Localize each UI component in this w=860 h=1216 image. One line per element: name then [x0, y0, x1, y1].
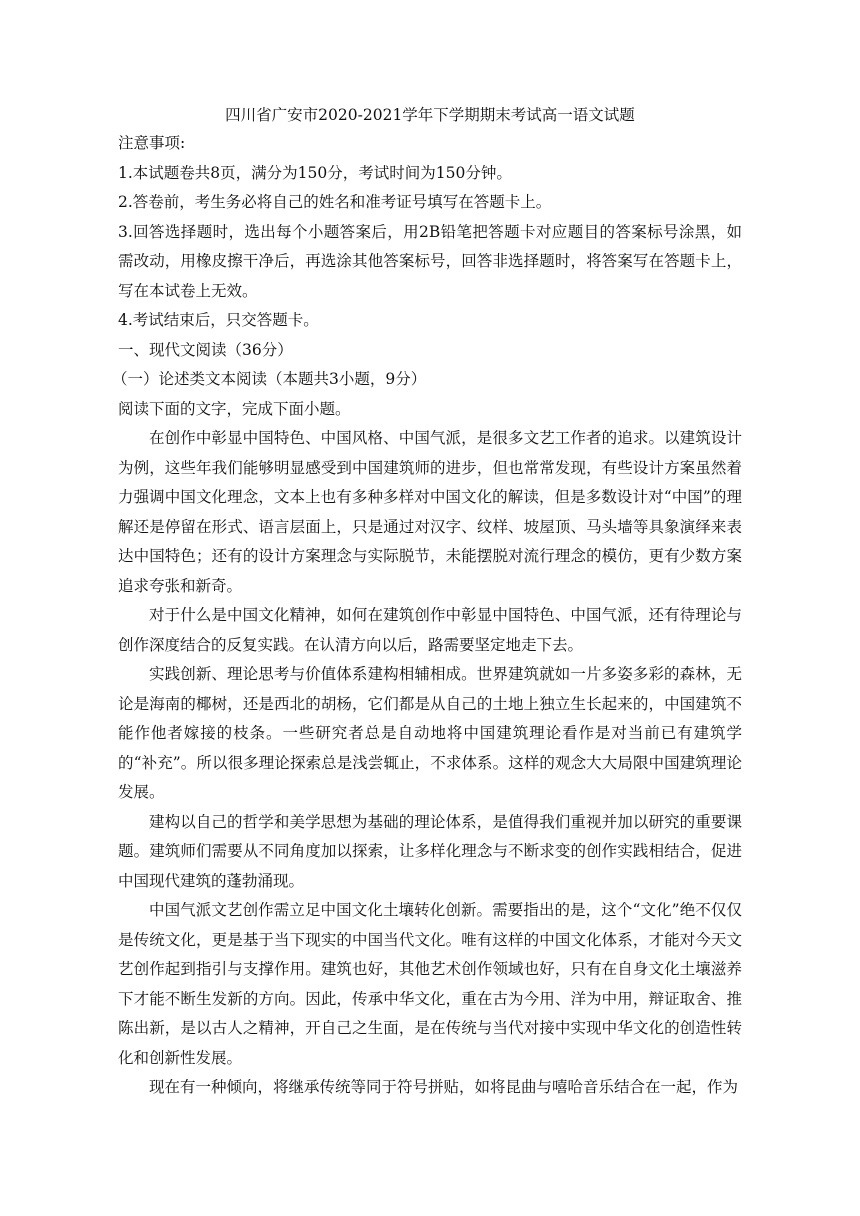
notice-item-2: 2.答卷前，考生务必将自己的姓名和准考证号填写在答题卡上。 — [118, 193, 552, 211]
paragraph-5: 中国气派文艺创作需立足中国文化土壤转化创新。需要指出的是，这个“文化”绝不仅仅是传统文化，更是基于当下现实的中国当代文化。唯有这样的中国文化体系，才能对今天文艺创作起到指引与支撑作用。建筑也好，其他艺术创作领域也好，只有在自身文化土壤滋养下才能不断生发新的方向。因此，传承中华文化，重在古为今用、洋为中用，辩证取舍、推陈出新，是以古人之精神，开自己之生面，是在传统与当代对接中实现中华文化的创造性转化和创新性发展。 — [118, 901, 742, 1067]
section-heading: 一、现代文阅读（36分） — [118, 340, 293, 359]
reading-instruction: 阅读下面的文字，完成下面小题。 — [118, 399, 351, 418]
notice-item-4: 4.考试结束后，只交答题卡。 — [118, 311, 319, 329]
notice-item-1: 1.本试题卷共8页，满分为150分，考试时间为150分钟。 — [118, 163, 512, 182]
subsection-heading: （一）论述类文本阅读（本题共3小题，9分） — [112, 370, 427, 388]
notice-item-3: 3.回答选择题时，选出每个小题答案后，用2B铅笔把答题卡对应题目的答案标号涂黑，如需改动，用橡皮擦干净后，再选涂其他答案标号，回答非选择题时，将答案写在答题卡上，写在本试卷上无效。 — [118, 222, 742, 300]
paragraph-1: 在创作中彰显中国特色、中国风格、中国气派，是很多文艺工作者的追求。以建筑设计为例，这些年我们能够明显感受到中国建筑师的进步，但也常常发现，有些设计方案虽然着力强调中国文化理念，文本上也有多种多样对中国文化的解读，但是多数设计对“中国”的理解还是停留在形式、语言层面上，只是通过对汉字、纹样、坡屋顶、马头墙等具象演绎来表达中国特色；还有的设计方案理念与实际脱节，未能摆脱对流行理念的模仿，更有少数方案追求夸张和新奇。 — [118, 429, 742, 595]
paragraph-3: 实践创新、理论思考与价值体系建构相辅相成。世界建筑就如一片多姿多彩的森林，无论是海南的椰树，还是西北的胡杨，它们都是从自己的土地上独立生长起来的，中国建筑不能作他者嫁接的枝条。一些研究者总是自动地将中国建筑理论看作是对当前已有建筑学的“补充”。所以很多理论探索总是浅尝辄止，不求体系。这样的观念大大局限中国建筑理论发展。 — [118, 665, 742, 801]
paragraph-6: 现在有一种倾向，将继承传统等同于符号拼贴，如将昆曲与嘻哈音乐结合在一起，作为 — [149, 1078, 739, 1096]
notice-heading: 注意事项: — [118, 134, 186, 152]
document-body — [112, 101, 742, 1103]
exam-title: 四川省广安市2020-2021学年下学期期末考试高一语文试题 — [225, 106, 635, 124]
paragraph-4: 建构以自己的哲学和美学思想为基础的理论体系，是值得我们重视并加以研究的重要课题。建筑师们需要从不同角度加以探索，让多样化理念与不断求变的创作实践相结合，促进中国现代建筑的蓬勃涌现。 — [118, 812, 742, 890]
paragraph-2: 对于什么是中国文化精神，如何在建筑创作中彰显中国特色、中国气派，还有待理论与创作深度结合的反复实践。在认清方向以后，路需要坚定地走下去。 — [118, 606, 742, 654]
